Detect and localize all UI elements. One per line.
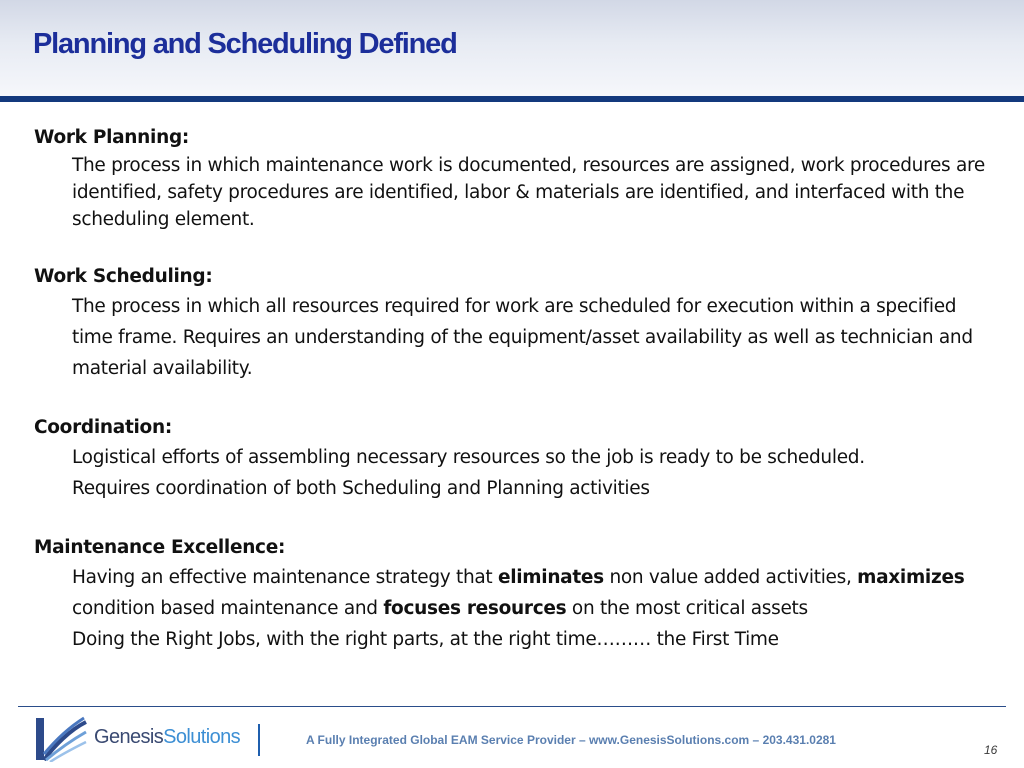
page-number: 16 (984, 743, 998, 757)
section-work-planning (34, 124, 994, 233)
section-work-scheduling (34, 263, 994, 384)
section-heading: Work Planning: (34, 127, 190, 148)
emphasis-eliminates: eliminates (497, 567, 604, 588)
body-line: Logistical efforts of assembling necessary resources so the job is ready to be scheduled. (72, 447, 865, 468)
footer-divider (18, 706, 1006, 707)
slide-body (34, 124, 994, 685)
section-heading: Maintenance Excellence: (34, 537, 286, 558)
section-coordination (34, 414, 994, 504)
logo-text-genesis: Genesis (94, 726, 164, 748)
text-run: condition based maintenance and (72, 598, 384, 619)
text-run: non value added activities, (603, 567, 858, 588)
footer-tagline: A Fully Integrated Global EAM Service Provider – www.GenesisSolutions.com – 203.431.0281 (306, 733, 836, 747)
logo-wordmark (94, 726, 240, 749)
section-body: The process in which maintenance work is documented, resources are assigned, work procedures are identified, safety procedures are identified, labor & materials are identified, and interfaced with the scheduling element. (72, 155, 985, 230)
slide-title: Planning and Scheduling Defined (33, 28, 457, 60)
genesis-swoosh-logo-icon (36, 716, 88, 762)
header-divider (0, 96, 1024, 102)
logo-text-solutions: Solutions (163, 726, 241, 748)
section-body (72, 562, 994, 655)
section-heading: Coordination: (34, 417, 172, 438)
header-band (0, 0, 1024, 96)
emphasis-maximizes: maximizes (857, 567, 965, 588)
section-heading: Work Scheduling: (34, 266, 213, 287)
section-maintenance-excellence (34, 534, 994, 655)
emphasis-focuses-resources: focuses resources (383, 598, 567, 619)
text-run: Having an effective maintenance strategy that (72, 567, 498, 588)
section-body: The process in which all resources required for work are scheduled for execution within a specified time frame. Requires an understanding of the equipment/asset availability as well as technician and material availability. (72, 296, 973, 379)
company-logo (36, 716, 276, 762)
body-line: Doing the Right Jobs, with the right parts, at the right time……… the First Time (72, 629, 779, 650)
text-run: on the most critical assets (566, 598, 808, 619)
logo-separator (258, 724, 260, 756)
body-line: Requires coordination of both Scheduling and Planning activities (72, 478, 650, 499)
section-body (72, 442, 994, 504)
body-line (72, 562, 994, 624)
